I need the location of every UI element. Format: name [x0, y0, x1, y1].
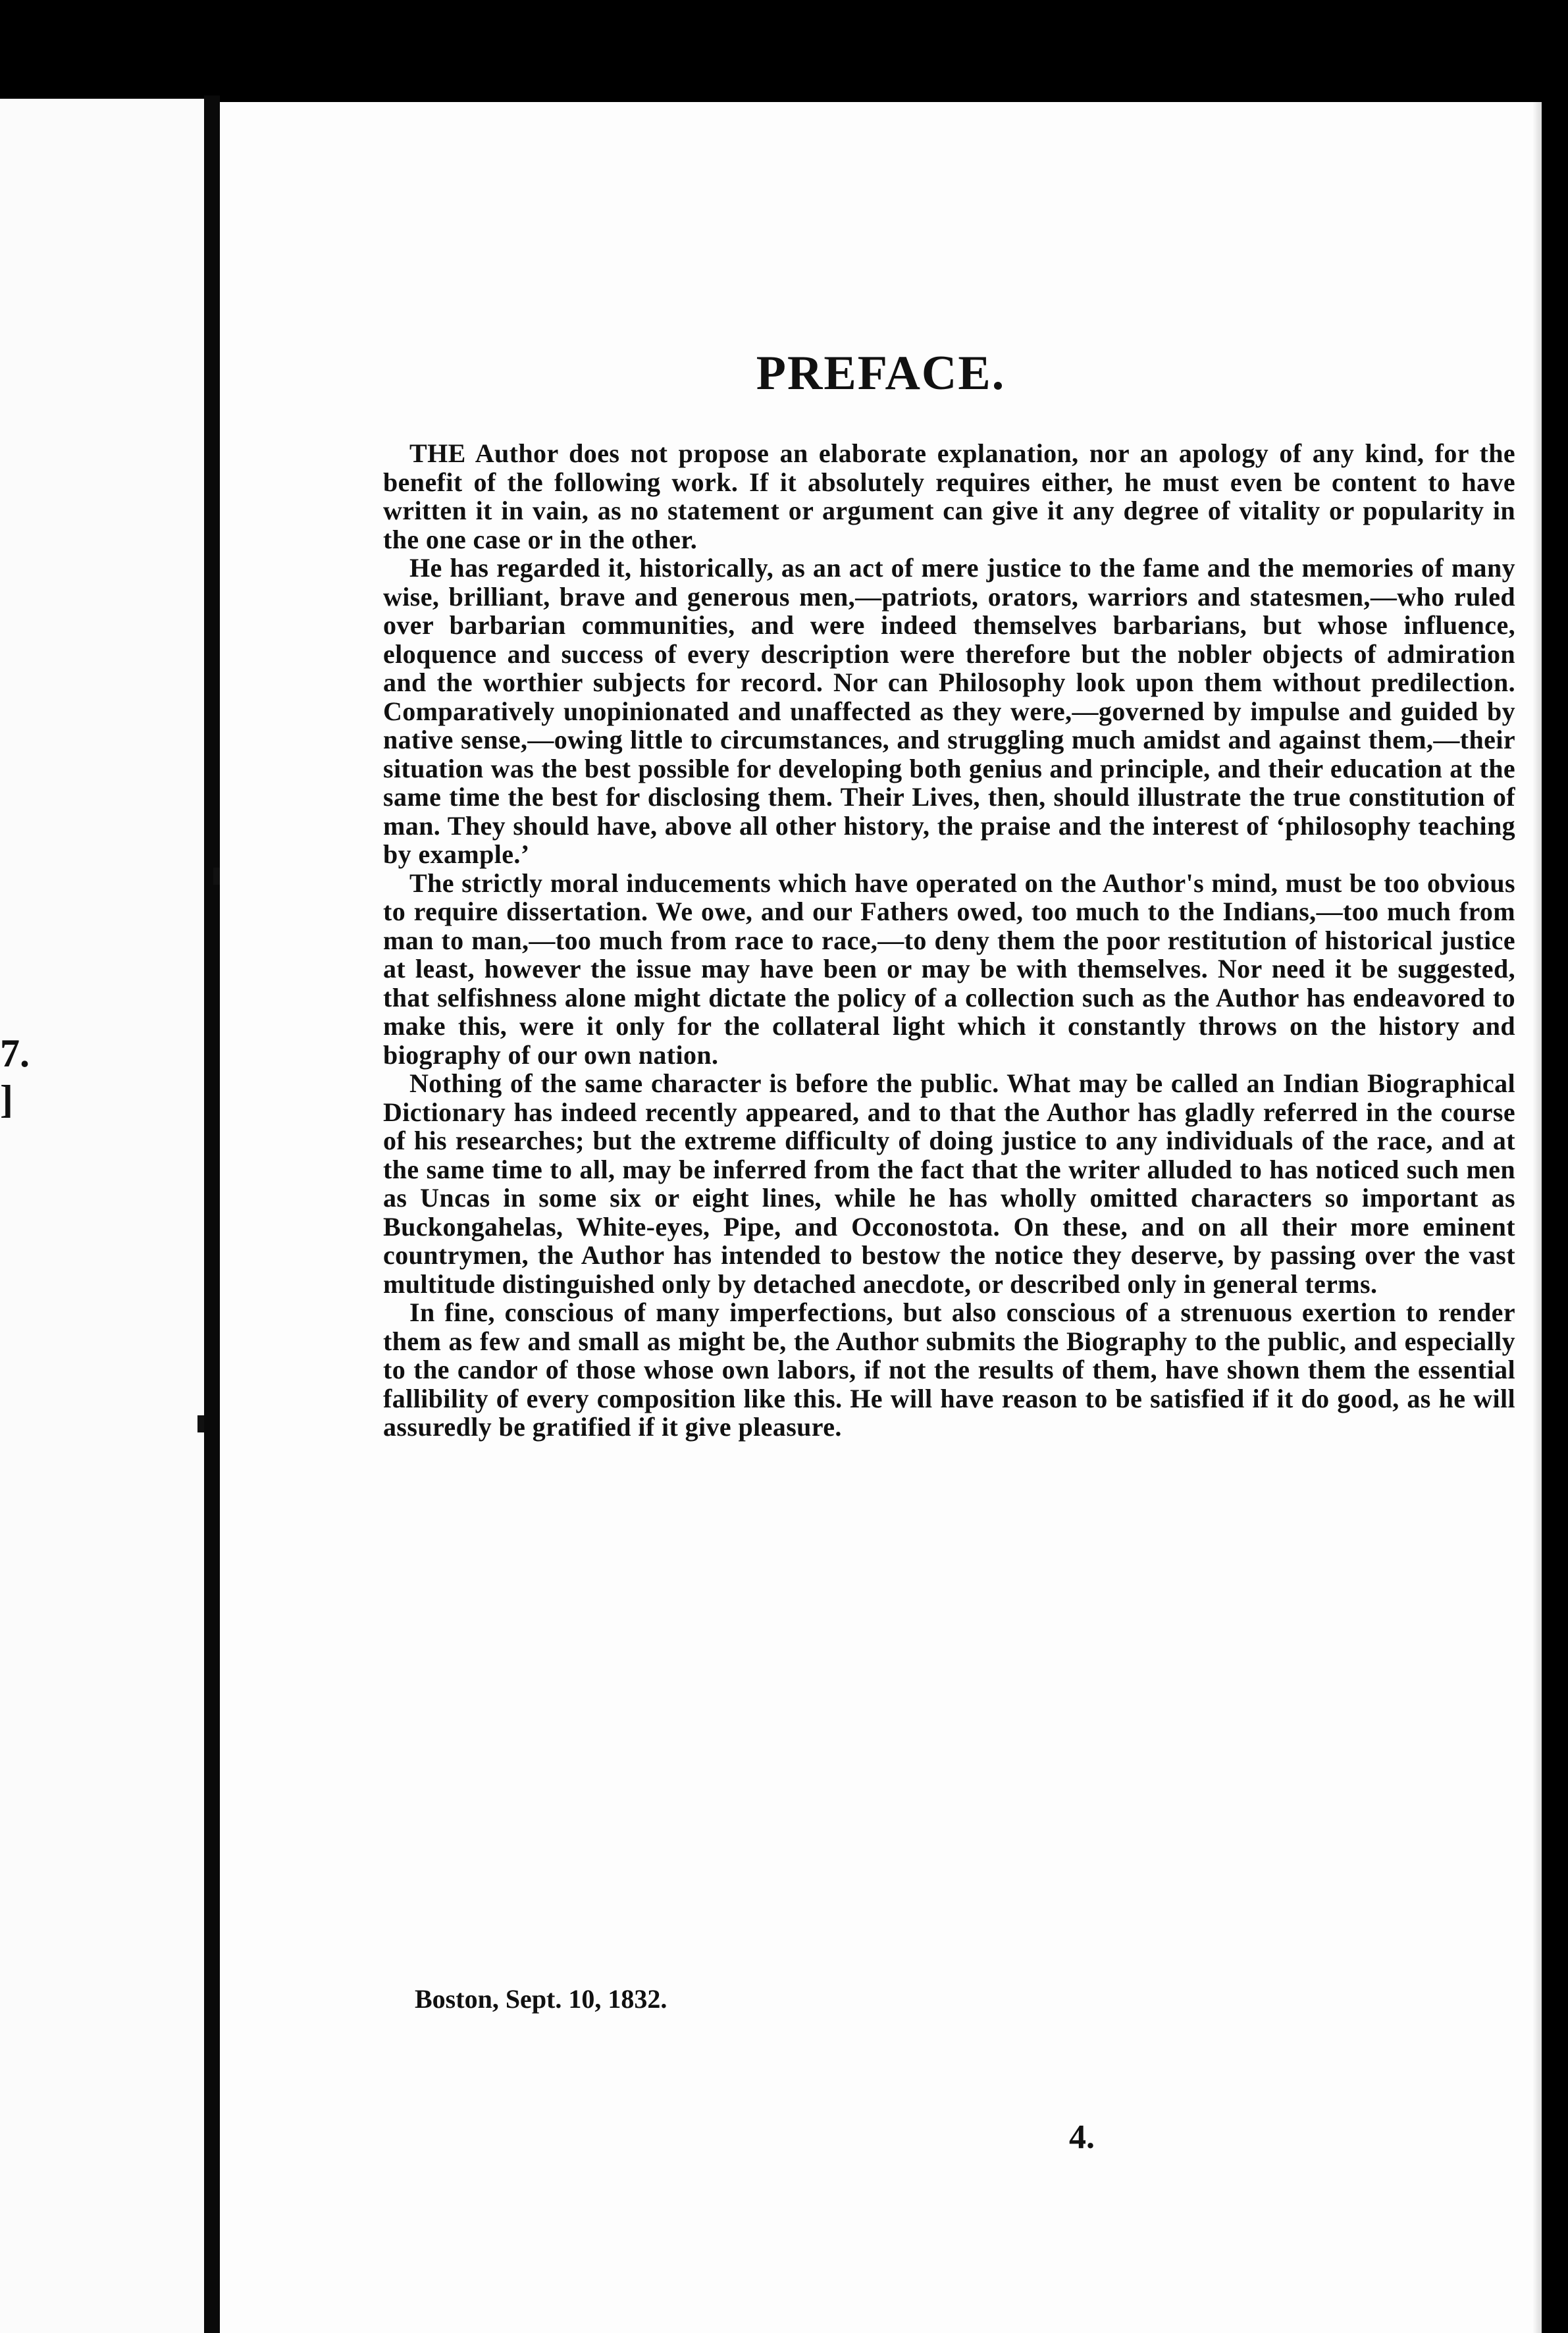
paragraph: Nothing of the same character is before the public. What may be called an Indian Biographical Dictionary has indeed recently appeared, and to that the Author has gladly referred in the course of his researches; but the extreme difficulty of doing justice to any individuals of the race, and at the same time to all, may be inferred from the fact that the writer alluded to has noticed such men as Uncas in some six or eight lines, while he has wholly omitted characters so important as Buckongahelas, White-eyes, Pipe, and Occonostota. On these, and on all their more eminent countrymen, the Author has intended to bestow the notice they deserve, by passing over the vast multitude distinguished only by detached anecdote, or described only in general terms. — [383, 1068, 1515, 1299]
facing-page — [0, 99, 204, 2333]
paragraph: He has regarded it, historically, as an act of mere justice to the fame and the memories of many wise, brilliant, brave and generous men,—patriots, orators, warriors and statesmen,—who ruled over barbarian communities, and were indeed themselves barbarians, but whose influence, eloquence and success of every description were therefore but the nobler objects of admiration and the worthier subjects for record. Nor can Philosophy look upon them without predilection. Comparatively unopinionated and unaffected as they were,—governed by impulse and guided by native sense,—owing little to circumstances, and struggling much amidst and against them,—their situation was the best possible for developing both genius and principle, and their education at the same time the best for disclosing them. Their Lives, then, should illustrate the true constitution of man. They should have, above all other history, the praise and the interest of ‘philosophy teaching by example.’ — [383, 553, 1515, 869]
binding-mark — [197, 1415, 204, 1432]
preface-body — [383, 439, 1515, 1442]
margin-mark: ] — [0, 1078, 13, 1121]
paragraph: The strictly moral inducements which have operated on the Author's mind, must be too obvious to require dissertation. We owe, and our Fathers owed, too much to the Indians,—too much from man to man,—too much from race to race,—to deny them the poor restitution of historical justice at least, however the issue may have been or may be with themselves. Nor need it be suggested, that selfishness alone might dictate the policy of a collection such as the Author has endeavored to make this, were it only for the collateral light which it constantly throws on the history and biography of our own nation. — [383, 868, 1515, 1070]
page — [220, 102, 1542, 2333]
binding-mark — [213, 868, 220, 885]
page-edge — [1532, 102, 1542, 2333]
margin-mark: 7. — [0, 1032, 30, 1075]
page-mark: 4. — [1069, 2118, 1095, 2156]
paragraph: THE Author does not propose an elaborate explanation, nor an apology of any kind, for the benefit of the following work. If it absolutely requires either, he must even be content to have written it in vain, as no statement or argument can give it any degree of vitality or popularity in the one case or in the other. — [383, 438, 1515, 554]
book-spine — [204, 95, 220, 2333]
paragraph: In fine, conscious of many imperfections, but also conscious of a strenuous exertion to render them as few and small as might be, the Author submits the Biography to the public, and especially to the candor of those whose own labors, if not the results of them, have shown them the essential fallibility of every composition like this. He will have reason to be satisfied if it do good, as he will assuredly be gratified if it give pleasure. — [383, 1298, 1515, 1442]
signoff: Boston, Sept. 10, 1832. — [415, 1984, 667, 2014]
page-title: PREFACE. — [756, 346, 1006, 400]
